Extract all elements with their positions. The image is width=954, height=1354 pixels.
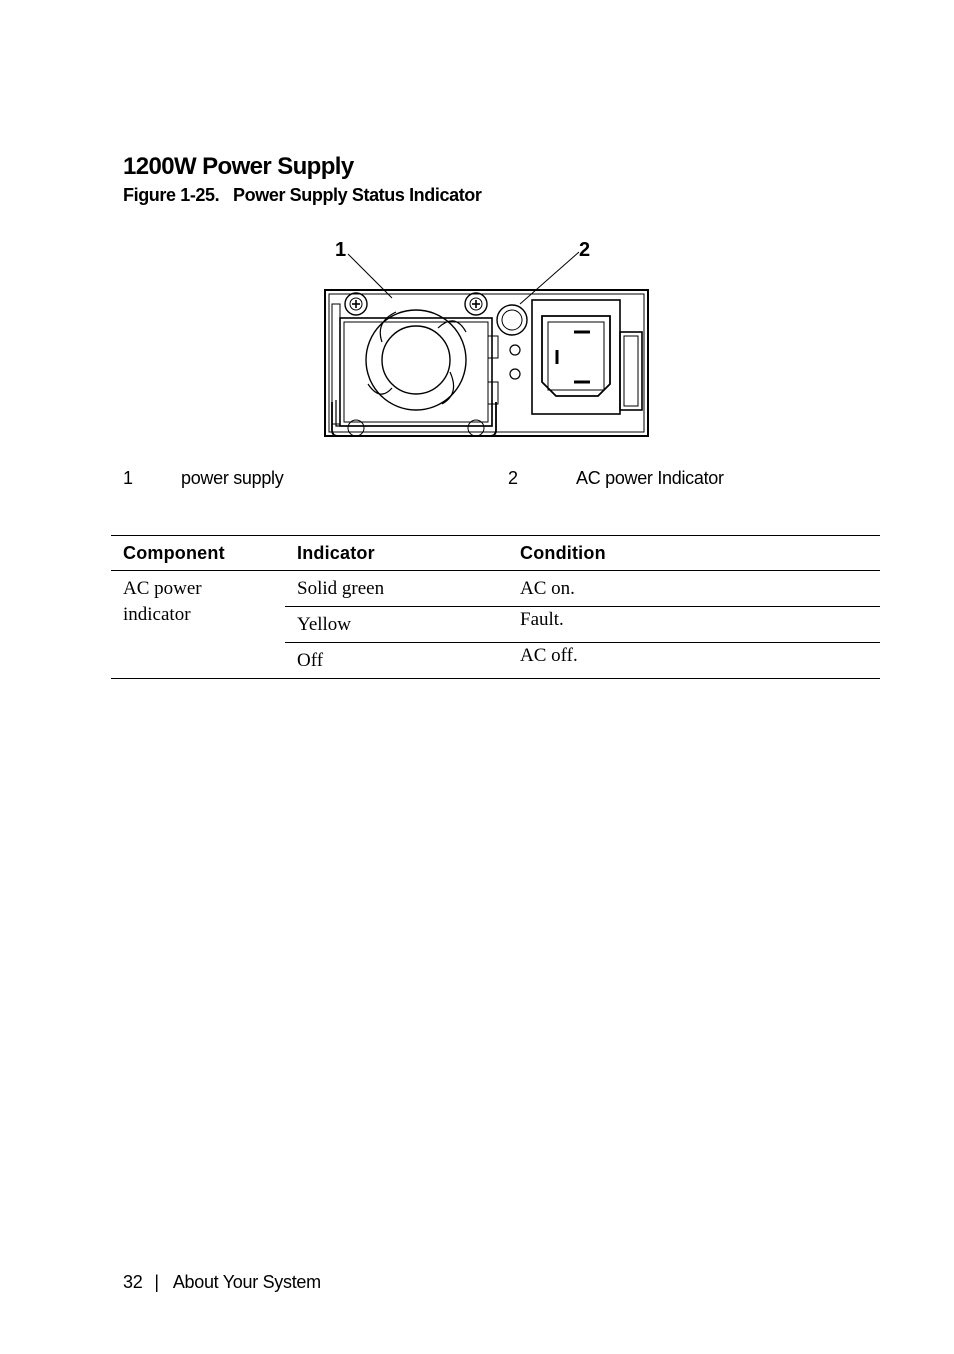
table-row [111, 571, 880, 607]
power-supply-illustration [320, 232, 655, 442]
component-cell: AC power indicator [111, 571, 285, 679]
page-footer [123, 1272, 321, 1293]
callout-1: 1 [335, 239, 347, 261]
indicator-cell: Yellow [285, 607, 508, 643]
chapter-title: About Your System [172, 1272, 321, 1292]
figure-title: Power Supply Status Indicator [233, 185, 482, 205]
section-title: 1200W Power Supply [123, 153, 354, 180]
header-condition: Condition [508, 536, 880, 571]
legend-label: AC power Indicator [576, 468, 724, 488]
indicator-cell: Solid green [285, 571, 508, 607]
figure-number: Figure 1-25. [123, 185, 220, 205]
legend-label: power supply [181, 468, 284, 488]
table-header-row [111, 536, 880, 571]
condition-cell: Fault. [508, 607, 880, 643]
header-indicator: Indicator [285, 536, 508, 571]
legend-number: 1 [123, 468, 133, 488]
condition-cell: AC on. [508, 571, 880, 607]
indicator-cell: Off [285, 643, 508, 679]
status-table [111, 535, 880, 679]
header-component: Component [111, 536, 285, 571]
footer-separator: | [154, 1272, 159, 1292]
callout-2: 2 [579, 239, 591, 261]
page-number: 32 [123, 1272, 143, 1292]
figure-caption [123, 185, 482, 206]
legend-number: 2 [508, 468, 518, 488]
condition-cell: AC off. [508, 643, 880, 679]
